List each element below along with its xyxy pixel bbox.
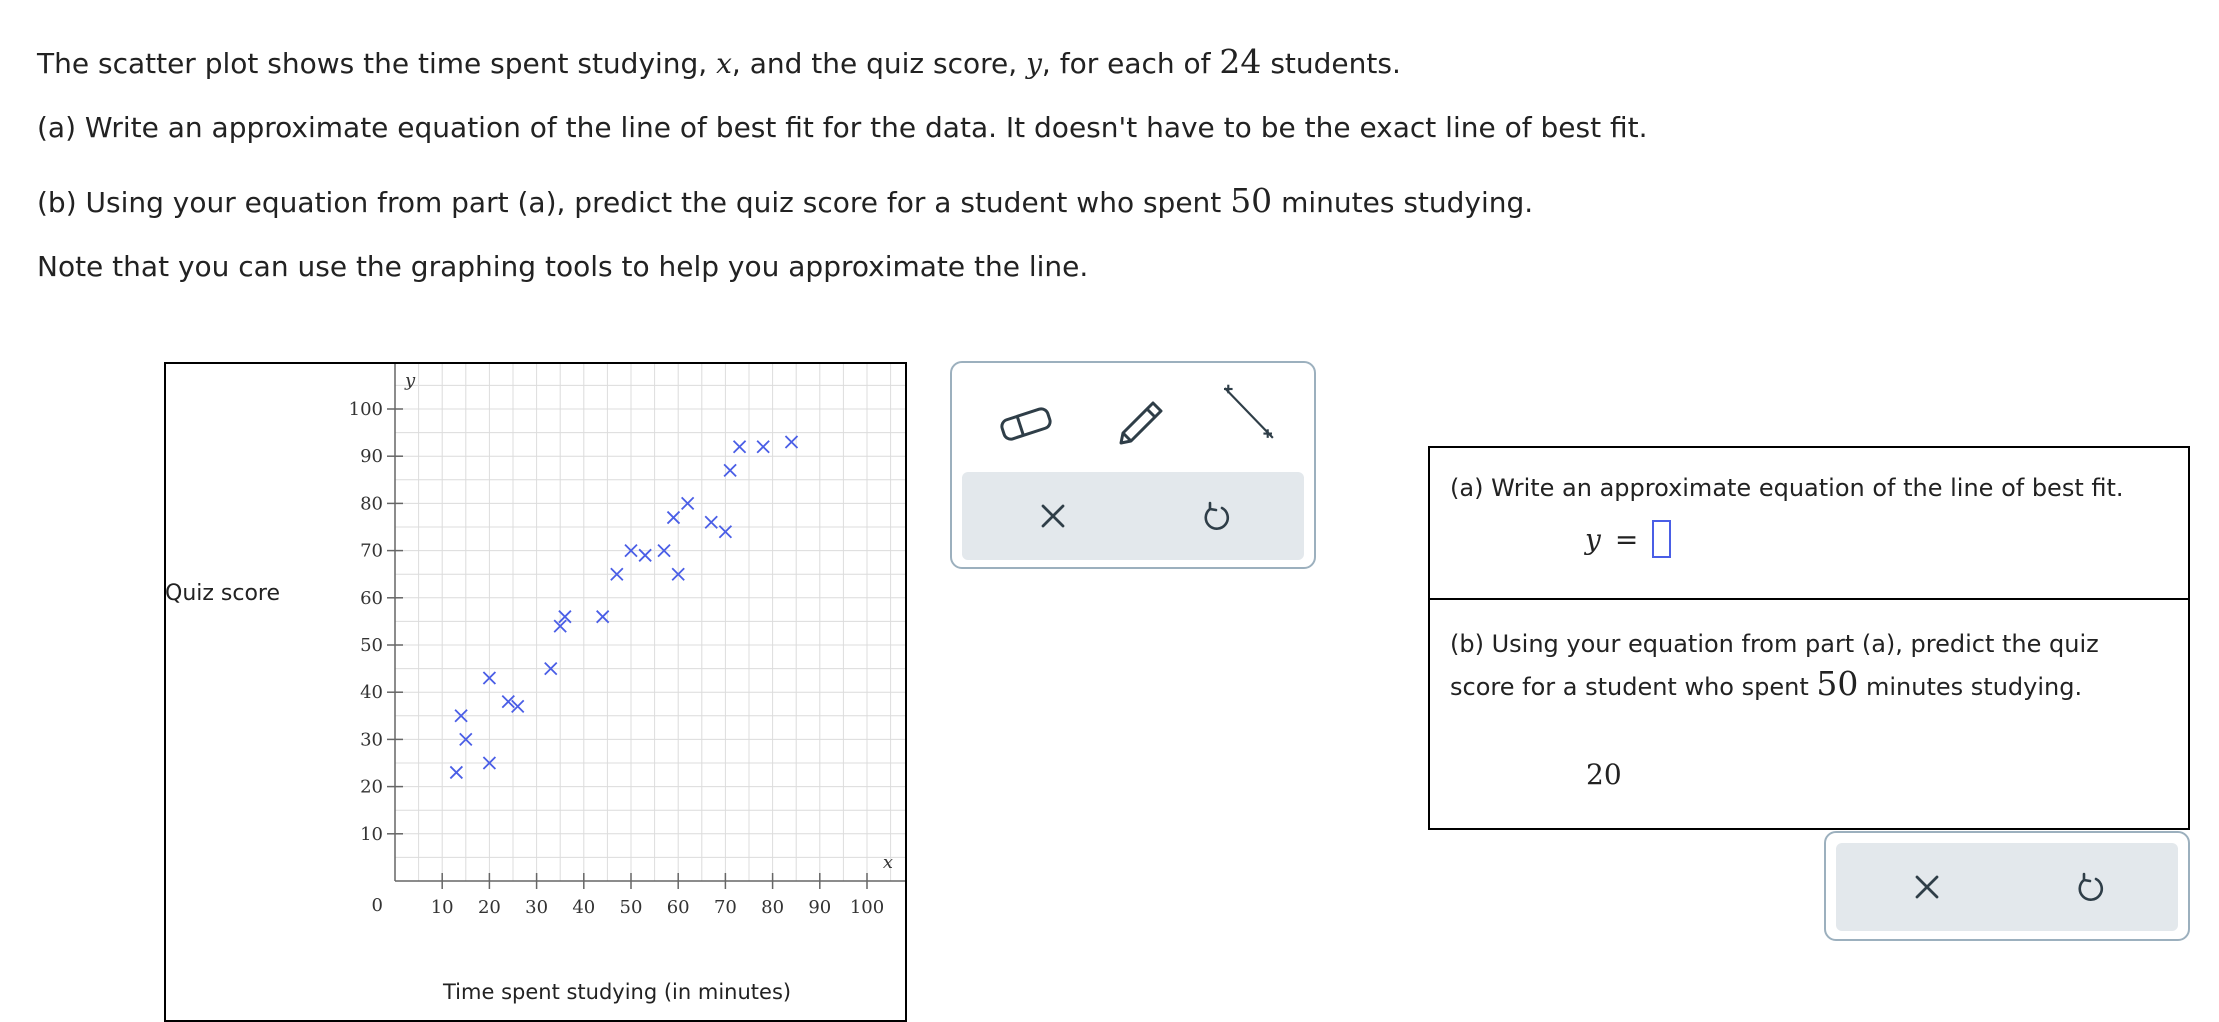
x-tick-label: 30: [525, 897, 549, 918]
data-point: [724, 464, 736, 476]
data-point: [639, 549, 651, 561]
graph-actions-bar: [962, 472, 1304, 560]
undo-answer-button[interactable]: [2068, 865, 2112, 909]
equation-lhs: y: [1585, 522, 1601, 556]
undo-graph-button[interactable]: [1194, 494, 1238, 538]
data-point: [450, 766, 462, 778]
line-tool-icon: [1218, 378, 1278, 448]
x-tick-label: 50: [619, 897, 643, 918]
y-tick-label: 100: [348, 399, 383, 420]
answer-panel: [1428, 446, 2190, 830]
pencil-tool-button[interactable]: [1109, 389, 1169, 449]
scatter-plot[interactable]: [0, 0, 920, 1000]
prompt-line-3: (b) Using your equation from part (a), predict the quiz score for a student who spent 50 minutes studying.: [37, 181, 1534, 220]
x-axis-variable: x: [882, 852, 893, 873]
y-tick-label: 10: [360, 823, 383, 845]
clear-answer-button[interactable]: [1905, 865, 1949, 909]
y-axis-variable: y: [405, 370, 416, 391]
y-tick-label: 60: [360, 587, 383, 609]
data-point: [785, 436, 797, 448]
x-axis-title: Time spent studying (in minutes): [443, 980, 792, 1004]
graphing-toolbar: [950, 361, 1316, 569]
y-tick-label: 40: [360, 682, 383, 704]
x-tick-label: 90: [808, 897, 832, 918]
prompt-line-2: (a) Write an approximate equation of the line of best fit for the data. It doesn't have to be the exact line of best fit.: [37, 111, 1648, 144]
x-tick-label: 60: [666, 897, 690, 918]
x-tick-label: 80: [761, 897, 785, 918]
y-tick-label: 80: [360, 493, 383, 515]
clear-icon: [1912, 872, 1942, 902]
undo-icon: [1200, 500, 1232, 532]
equation-row: [1585, 520, 1671, 558]
y-axis-title: Quiz score: [165, 581, 281, 606]
data-point: [705, 516, 717, 528]
data-point: [597, 611, 609, 623]
answer-actions-bar: [1836, 843, 2178, 931]
y-tick-label: 30: [360, 729, 383, 751]
y-tick-label: 90: [360, 446, 383, 468]
origin-label: 0: [371, 895, 383, 916]
clear-graph-button[interactable]: [1031, 494, 1075, 538]
part-a-question: (a) Write an approximate equation of the line of best fit.: [1450, 474, 2124, 502]
prediction-answer-input[interactable]: 20: [1586, 758, 1622, 791]
part-b-question-line-1: (b) Using your equation from part (a), predict the quiz: [1450, 630, 2099, 658]
line-tool-button[interactable]: [1218, 383, 1278, 443]
y-tick-label: 20: [360, 776, 383, 798]
equals-sign: =: [1614, 522, 1639, 556]
data-point: [667, 512, 679, 524]
answer-actions-panel: [1824, 831, 2190, 941]
x-tick-label: 40: [572, 897, 596, 918]
y-tick-label: 70: [360, 540, 383, 562]
eraser-icon: [996, 398, 1056, 448]
x-tick-label: 10: [430, 897, 454, 918]
part-b-question-line-2: score for a student who spent 50 minutes studying.: [1450, 664, 2083, 703]
equation-answer-input[interactable]: [1652, 520, 1671, 558]
pencil-icon: [1109, 389, 1169, 449]
prompt-line-4: Note that you can use the graphing tools to help you approximate the line.: [37, 250, 1089, 283]
x-tick-label: 20: [477, 897, 501, 918]
x-tick-label: 100: [849, 897, 885, 918]
x-tick-label: 70: [713, 897, 737, 918]
clear-icon: [1038, 501, 1068, 531]
data-point: [734, 441, 746, 453]
undo-icon: [2074, 871, 2106, 903]
data-point: [757, 441, 769, 453]
prompt-line-1: The scatter plot shows the time spent studying, x, and the quiz score, y, for each of 24 students.: [37, 42, 1401, 81]
y-tick-label: 50: [360, 635, 383, 656]
answer-divider: [1430, 598, 2188, 600]
eraser-tool-button[interactable]: [996, 393, 1056, 453]
